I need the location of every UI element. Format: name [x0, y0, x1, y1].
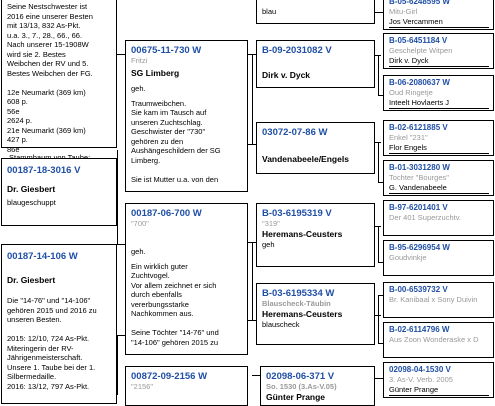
note-line: Vor allem zeichnet er sich	[131, 280, 217, 290]
fm-color: geh.	[131, 247, 146, 256]
note-line	[7, 78, 111, 88]
gp1-box	[256, 40, 375, 88]
ggp-name: 3. As-V. Verb. 2005	[389, 375, 453, 384]
note-line: "14-106" gehören 2015 zu	[131, 337, 219, 347]
note-line: mit 13/13, 832 As-Pkt.	[7, 21, 81, 30]
connector-line	[117, 335, 118, 395]
ff-notes	[131, 99, 242, 185]
ggp-ring: B-06-2080637 W	[389, 78, 450, 87]
note-line	[7, 325, 111, 335]
father-box	[1, 244, 117, 404]
connector-line	[117, 150, 118, 244]
ggp-name: Br. Kanibaal x Sony Duivin	[389, 295, 478, 304]
note-line: unseren Zuchtschlag.	[131, 117, 203, 127]
gp4-name: Blauscheck-Täubin	[262, 299, 331, 308]
gp4-ring: B-03-6195334 W	[262, 288, 335, 299]
ggp-ring: B-02-6121885 V	[389, 123, 448, 132]
note-line: unseren Besten.	[7, 315, 62, 324]
ggp-box	[383, 120, 494, 156]
left-top-notes	[7, 2, 111, 154]
ff-owner: SG Limberg	[131, 68, 180, 78]
father-ring: 00187-14-106 W	[7, 251, 78, 262]
ggp-box	[383, 240, 494, 276]
connector-line	[252, 375, 260, 376]
father-notes	[7, 296, 111, 391]
note-line	[131, 165, 242, 175]
note-line: Die "14-76" und "14-106"	[7, 296, 91, 305]
gp3-name: "319"	[262, 219, 280, 228]
note-line: gehören 2015 und 2016 zu	[7, 305, 97, 315]
connector-line	[117, 54, 125, 55]
connector-line	[252, 242, 253, 320]
note-line: durch ebenfalls	[131, 290, 182, 299]
ff-color: geh.	[131, 84, 146, 93]
note-line: wird sie 2. Bestes	[7, 49, 66, 59]
ggp-ring: B-01-3031280 W	[389, 163, 450, 172]
ggp-box	[383, 75, 494, 111]
ggp-box	[383, 362, 494, 398]
connector-line	[375, 12, 383, 13]
note-line: vererbungsstarke	[131, 299, 189, 309]
gp3-box	[256, 203, 375, 267]
subject-ring: 00187-18-3016 V	[7, 165, 81, 176]
note-line: Sie ist Mutter u.a. von den	[131, 174, 219, 184]
gp5-owner: Günter Prange	[266, 392, 326, 402]
ggp-ring: B-97-6201401 V	[389, 203, 448, 212]
connector-line	[378, 55, 379, 95]
gp4-box	[256, 283, 375, 345]
note-line: Jährigenmeisterschaft.	[7, 353, 83, 362]
note-line: 21e Neumarkt (369 km)	[7, 125, 86, 135]
note-line: 2624 p.	[7, 116, 33, 125]
ggp-owner: Günter Prange	[389, 385, 489, 396]
ggp-owner: G. Vandenabeele	[389, 183, 489, 194]
note-line: Zuchtvogel.	[131, 271, 170, 280]
gp2-ring: 03072-07-86 W	[262, 127, 328, 138]
note-line: Silbermedaille.	[7, 372, 57, 381]
ggp-box	[383, 33, 494, 69]
note-line: Seine Töchter "14-76" und	[131, 328, 219, 337]
fmm-name: "2156"	[131, 382, 154, 391]
gp-top-box	[256, 0, 375, 24]
fm-box	[125, 203, 248, 355]
ggp-box	[383, 322, 494, 358]
ggp-owner: Jos Vercammen	[389, 17, 489, 28]
note-line: 56e	[7, 106, 20, 116]
gp5-ring: 02098-06-371 V	[266, 371, 335, 382]
note-line	[131, 319, 242, 329]
subject-box	[1, 158, 117, 226]
ggp-owner: Dirk v. Dyck	[389, 56, 489, 67]
ggp-box	[383, 282, 494, 318]
fm-name: "700"	[131, 219, 149, 228]
note-line: Limberg.	[131, 155, 161, 165]
note-line: 427 p.	[7, 135, 28, 144]
ggp-name: Goudvinkje	[389, 253, 427, 262]
ggp-name: Geschelpte Witpen	[389, 46, 453, 55]
fm-ring: 00187-06-700 W	[131, 208, 202, 219]
ggp-box	[383, 200, 494, 236]
ff-ring: 00675-11-730 W	[131, 45, 202, 56]
note-line: Geschwister der "730"	[131, 127, 206, 136]
gp-top-color: blau	[262, 7, 277, 16]
connector-line	[248, 320, 256, 321]
connector-line	[117, 335, 125, 336]
gp1-ring: B-09-2031082 V	[262, 45, 332, 56]
note-line: 2016 eine unserer Besten	[7, 11, 93, 21]
gp3-color: geh	[262, 240, 275, 249]
note-line: 2016: 13/12, 797 As-Pkt.	[7, 381, 90, 391]
note-line: 86e	[7, 144, 20, 154]
note-line: gehören zu den	[131, 136, 184, 146]
gp5-name: So. 1530 (3.As-V.05)	[266, 382, 337, 391]
subject-owner: Dr. Giesbert	[7, 184, 56, 194]
ff-box	[125, 40, 248, 192]
ggp-name: Mitu-Girl	[389, 7, 418, 16]
left-top-notes-box	[1, 0, 117, 154]
note-line: u.a. 3., 7., 28., 66., 66.	[7, 30, 83, 40]
ggp-ring: 02098-04-1530 V	[389, 365, 451, 374]
note-line: 12e Neumarkt (369 km)	[7, 87, 86, 97]
ggp-ring: B-02-6114796 W	[389, 325, 450, 334]
gp2-owner: Vandenabeele/Engels	[262, 154, 349, 164]
fm-notes	[131, 262, 242, 348]
note-line: Traumweibchen.	[131, 98, 187, 108]
ggp-name: Oud Ringetje	[389, 88, 433, 97]
ggp-name: Tochter "Bourges"	[389, 173, 449, 182]
ggp-box	[383, 0, 494, 30]
father-owner: Dr. Giesbert	[7, 275, 56, 285]
ggp-ring: B-00-6539732 V	[389, 285, 448, 294]
fmm-box	[125, 366, 248, 406]
connector-line	[248, 144, 256, 145]
ff-name: Fritzi	[131, 56, 148, 65]
connector-line	[375, 378, 383, 379]
ggp-name: Der 401 Superzuchtv.	[389, 213, 461, 222]
ggp-owner: Flor Engels	[389, 143, 489, 154]
note-line: Sie kam im Tausch auf	[131, 108, 207, 117]
note-line: 2015: 12/10, 724 As-Pkt.	[7, 334, 90, 343]
ggp-owner: Inteelt Hovlaerts J	[389, 98, 489, 109]
note-line: Aushängeschildern der SG	[131, 146, 221, 155]
note-line: Seine Nestschwester ist	[7, 2, 88, 11]
subject-color: blaugeschuppt	[7, 198, 56, 207]
note-line: Nach unserer 15-1908W	[7, 40, 89, 49]
note-line: Unsere 1. Taube bei der 1.	[7, 362, 96, 372]
note-line: Ein wirklich guter	[131, 261, 188, 271]
note-line: Weibchen der RV und 5.	[7, 59, 89, 68]
gp5-box	[260, 366, 375, 406]
gp4-owner: Heremans-Ceusters	[262, 309, 343, 319]
connector-line	[378, 295, 379, 343]
gp3-owner: Heremans-Ceusters	[262, 229, 343, 239]
connector-line	[378, 226, 379, 262]
connector-line	[117, 244, 125, 245]
ggp-box	[383, 160, 494, 196]
connector-line	[252, 54, 253, 144]
gp2-box	[256, 122, 375, 174]
ggp-ring: B-95-6296954 W	[389, 243, 450, 252]
ggp-name: Enkel "231"	[389, 133, 428, 142]
gp1-owner: Dirk v. Dyck	[262, 70, 311, 80]
note-line: 608 p.	[7, 97, 28, 106]
ggp-ring: B-05-6248595 W	[389, 0, 450, 6]
fmm-ring: 00872-09-2156 W	[131, 371, 208, 382]
note-line: Miteringerin der RV-	[7, 343, 74, 353]
gp4-color: blauscheck	[262, 320, 300, 329]
ggp-name: Aus Zoon Wonderaske x D	[389, 335, 479, 344]
gp3-ring: B-03-6195319 V	[262, 208, 332, 219]
note-line: Bestes Weibchen der FG.	[7, 68, 93, 78]
connector-line	[378, 142, 379, 182]
note-line: Nachkommen aus.	[131, 309, 194, 318]
ggp-ring: B-05-6451184 V	[389, 36, 448, 45]
